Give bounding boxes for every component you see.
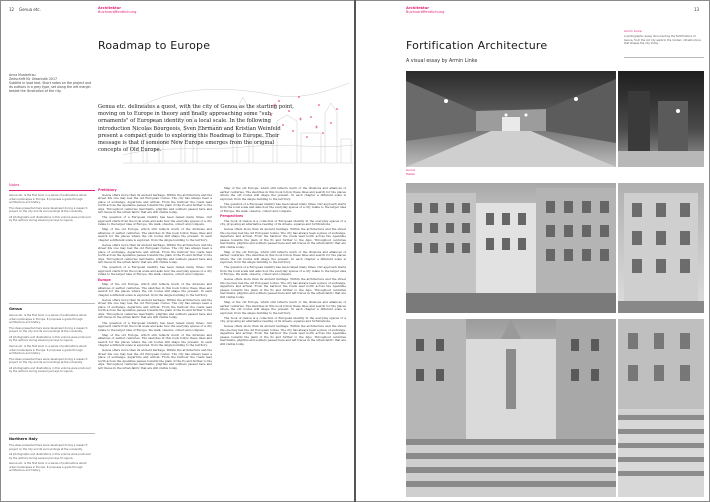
notes-rule xyxy=(9,190,95,191)
body-column-1: Prehistory Genoa offers more than its ancient heritage. Within the architecture and the street life one may feel the old European routes. The city has always been a place of exchange, departure and arrival. From the harbour the roads lead north across the Apennine passes towards the plain of the Po and further to the Alps. Throughout centuries merchants, pilgrims and soldiers passed here and left traces in the urban fabric that are still visible today. The question of a European identity has been raised many times. Our approach starts from the local scale and asks how the everyday spaces of a city relate to the larger idea of Europe. We walk, observe, collect and compare. Map of the old Europe, which still reflects much of the divisions and alliances of earlier centuries. The sketches in this book follow these lines and search for the places where the old routes still shape the present. In each chapter a different scale is explored, from the single building to the territory. Genoa offers more than its ancient heritage. Within the architecture and the street life one may feel the old European routes. The city has always been a place of exchange, departure and arrival. From the harbour the roads lead north across the Apennine passes towards the plain of the Po and further to the Alps. Throughout centuries merchants, pilgrims and soldiers passed here and left traces in the urban fabric that are still visible today. The question of a European identity has been raised many times. Our approach starts from the local scale and asks how the everyday spaces of a city relate to the larger idea of Europe. We walk, observe, collect and compare. Europe Map of the old Europe, which still reflects much of the divisions and alliances of earlier centuries. The sketches in this book follow these lines and search for the places where the old routes still shape the present. In each chapter a different scale is explored, from the single building to the territory. Genoa offers more than its ancient heritage. Within the architecture and the street life one may feel the old European routes. The city has always been a place of exchange, departure and arrival. From the harbour the roads lead north across the Apennine passes towards the plain of the Po and further to the Alps. Throughout centuries merchants, pilgrims and soldiers passed here and left traces in the urban fabric that are still visible today. The question of a European identity has been raised many times. Our approach starts from the local scale and asks how the everyday spaces of a city relate to the larger idea of Europe. We walk, observe, collect and compare. Map of the old Europe, which still reflects much of the divisions and alliances of earlier centuries. The sketches in this book follow these lines and search for the places where the old routes still shape the present. In each chapter a different scale is explored, from the single building to the territory. Genoa offers more than its ancient heritage. Within the architecture and the street life one may feel the old European routes. The city has always been a place of exchange, departure and arrival. From the harbour the roads lead north across the Apennine passes towards the plain of the Po and further to the Alps. Throughout centuries merchants, pilgrims and soldiers passed here and left traces in the urban fabric that are still visible today. xyxy=(98,188,212,370)
intro-label: Armin Linke xyxy=(624,29,642,33)
credit-block: Anna Musterfrau Zeitschrift für Urbanistik 2017 Subtitle in lead text. Short notes on the project and its authors in a grey type, set along the left margin beside the illustration of the city. xyxy=(9,73,92,93)
photo-staircase xyxy=(618,319,704,497)
divider xyxy=(9,433,95,434)
notes-label: Notes xyxy=(9,183,20,187)
section-head: Prehistory xyxy=(98,188,117,192)
note-item: Genua etc. is the first book in a series of publications about urban landscapes in Europe. It proposes a guide through architecture and history. xyxy=(9,194,87,204)
divider xyxy=(9,303,95,304)
right-page-title: Fortification Architecture xyxy=(406,39,548,52)
left-running-head xyxy=(98,6,136,15)
left-folio: 12 xyxy=(9,7,15,12)
section-head: Perspectives xyxy=(220,214,244,219)
photo-street-detail xyxy=(618,71,704,167)
body-column-2: Map of the old Europe, which still reflects much of the divisions and alliances of earlier centuries. The sketches in this book follow these lines and search for the places where the old routes still shape the present. In each chapter a different scale is explored, from the single building to the territory. The question of a European identity has been raised many times. Our approach starts from the local scale and asks how the everyday spaces of a city relate to the larger idea of Europe. We walk, observe, collect and compare. Perspectives The book of Genoa is a collection of European identity in the everyday spaces of a city, proposing an alternative reading of its streets, squares and fortifications. Genoa offers more than its ancient heritage. Within the architecture and the street life one may feel the old European routes. The city has always been a place of exchange, departure and arrival. From the harbour the roads lead north across the Apennine passes towards the plain of the Po and further to the Alps. Throughout centuries merchants, pilgrims and soldiers passed here and left traces in the urban fabric that are still visible today. Map of the old Europe, which still reflects much of the divisions and alliances of earlier centuries. The sketches in this book follow these lines and search for the places where the old routes still shape the present. In each chapter a different scale is explored, from the single building to the territory. The question of a European identity has been raised many times. Our approach starts from the local scale and asks how the everyday spaces of a city relate to the larger idea of Europe. We walk, observe, collect and compare. Genoa offers more than its ancient heritage. Within the architecture and the street life one may feel the old European routes. The city has always been a place of exchange, departure and arrival. From the harbour the roads lead north across the Apennine passes towards the plain of the Po and further to the Alps. Throughout centuries merchants, pilgrims and soldiers passed here and left traces in the urban fabric that are still visible today. Map of the old Europe, which still reflects much of the divisions and alliances of earlier centuries. The sketches in this book follow these lines and search for the places where the old routes still shape the present. In each chapter a different scale is explored, from the single building to the territory. The book of Genoa is a collection of European identity in the everyday spaces of a city, proposing an alternative reading of its streets, squares and fortifications. Genoa offers more than its ancient heritage. Within the architecture and the street life one may feel the old European routes. The city has always been a place of exchange, departure and arrival. From the harbour the roads lead north across the Apennine passes towards the plain of the Po and further to the Alps. Throughout centuries merchants, pilgrims and soldiers passed here and left traces in the urban fabric that are still visible today. xyxy=(220,187,346,346)
right-page xyxy=(356,1,709,501)
photo-night-street xyxy=(406,71,616,167)
divider xyxy=(624,57,704,58)
side-note-1: Genua etc. is the first book in a series of publications about urban landscapes in Europe. It proposes a guide through architecture and history. The ideas presented here were developed during a research project on the city and its surroundings at the university. All photographs and illustrations in this volume were produced by the authors during several journeys to Liguria. Genua etc. is the first book in a series of publications about urban landscapes in Europe. It proposes a guide through architecture and history. The ideas presented here were developed during a research project on the city and its surroundings at the university. All photographs and illustrations in this volume were produced by the authors during several journeys to Liguria. xyxy=(9,314,91,374)
right-folio: 13 xyxy=(694,7,700,12)
intro-text: A photographic essay documenting the fortifications of Genoa, from the old city walls to the modern infrastructure that shapes the city today. xyxy=(624,35,701,45)
right-running-head: Architektur Buchveröffentlichung xyxy=(406,6,445,15)
note-item: All photographs and illustrations in this volume were produced by the authors during several journeys to Liguria. xyxy=(9,215,91,223)
notes-list xyxy=(9,194,93,225)
note-item: The ideas presented here were developed during a research project on the city and its surroundings at the university. xyxy=(9,206,88,214)
side-note-2: The ideas presented here were developed during a research project on the city and its surroundings at the university. All photographs and illustrations in this volume were produced by the authors during several journeys to Liguria. Genua etc. is the first book in a series of publications about urban landscapes in Europe. It proposes a guide through architecture and history. xyxy=(9,444,91,473)
small-head-northern-italy: Northern Italy xyxy=(9,437,38,441)
runhead-sub: Buchveröffentlichung xyxy=(98,10,137,15)
lead-text: Genua etc. delineates a quest, with the city of Genoa as the starting point, moving on to Europe in theory and finally approaching some "sub-ornaments" of European identity on a local scale. In the following introduction Nicolas Bourgeois, Sven Ehrmann and Kristian Weinfeld present a compact guide to exploring this Roadmap to Europe. Their message is that if someone New Europe emerges from the original concepts of Old Europe. xyxy=(98,104,294,154)
photo-facade xyxy=(618,183,704,313)
small-head-genua: Genua xyxy=(9,307,22,311)
left-page xyxy=(1,1,354,501)
left-running-title: Genua etc. xyxy=(19,7,41,12)
photo-buildings xyxy=(406,183,616,313)
right-page-subtitle: A visual essay by Armin Linke xyxy=(406,59,478,64)
photo-monument-steps xyxy=(406,319,616,497)
section-head: Europe xyxy=(98,277,111,282)
page-title: Roadmap to Europe xyxy=(98,39,211,52)
photo-caption: Genua Piazza xyxy=(406,168,416,176)
runhead-label: Architektur xyxy=(98,6,122,10)
